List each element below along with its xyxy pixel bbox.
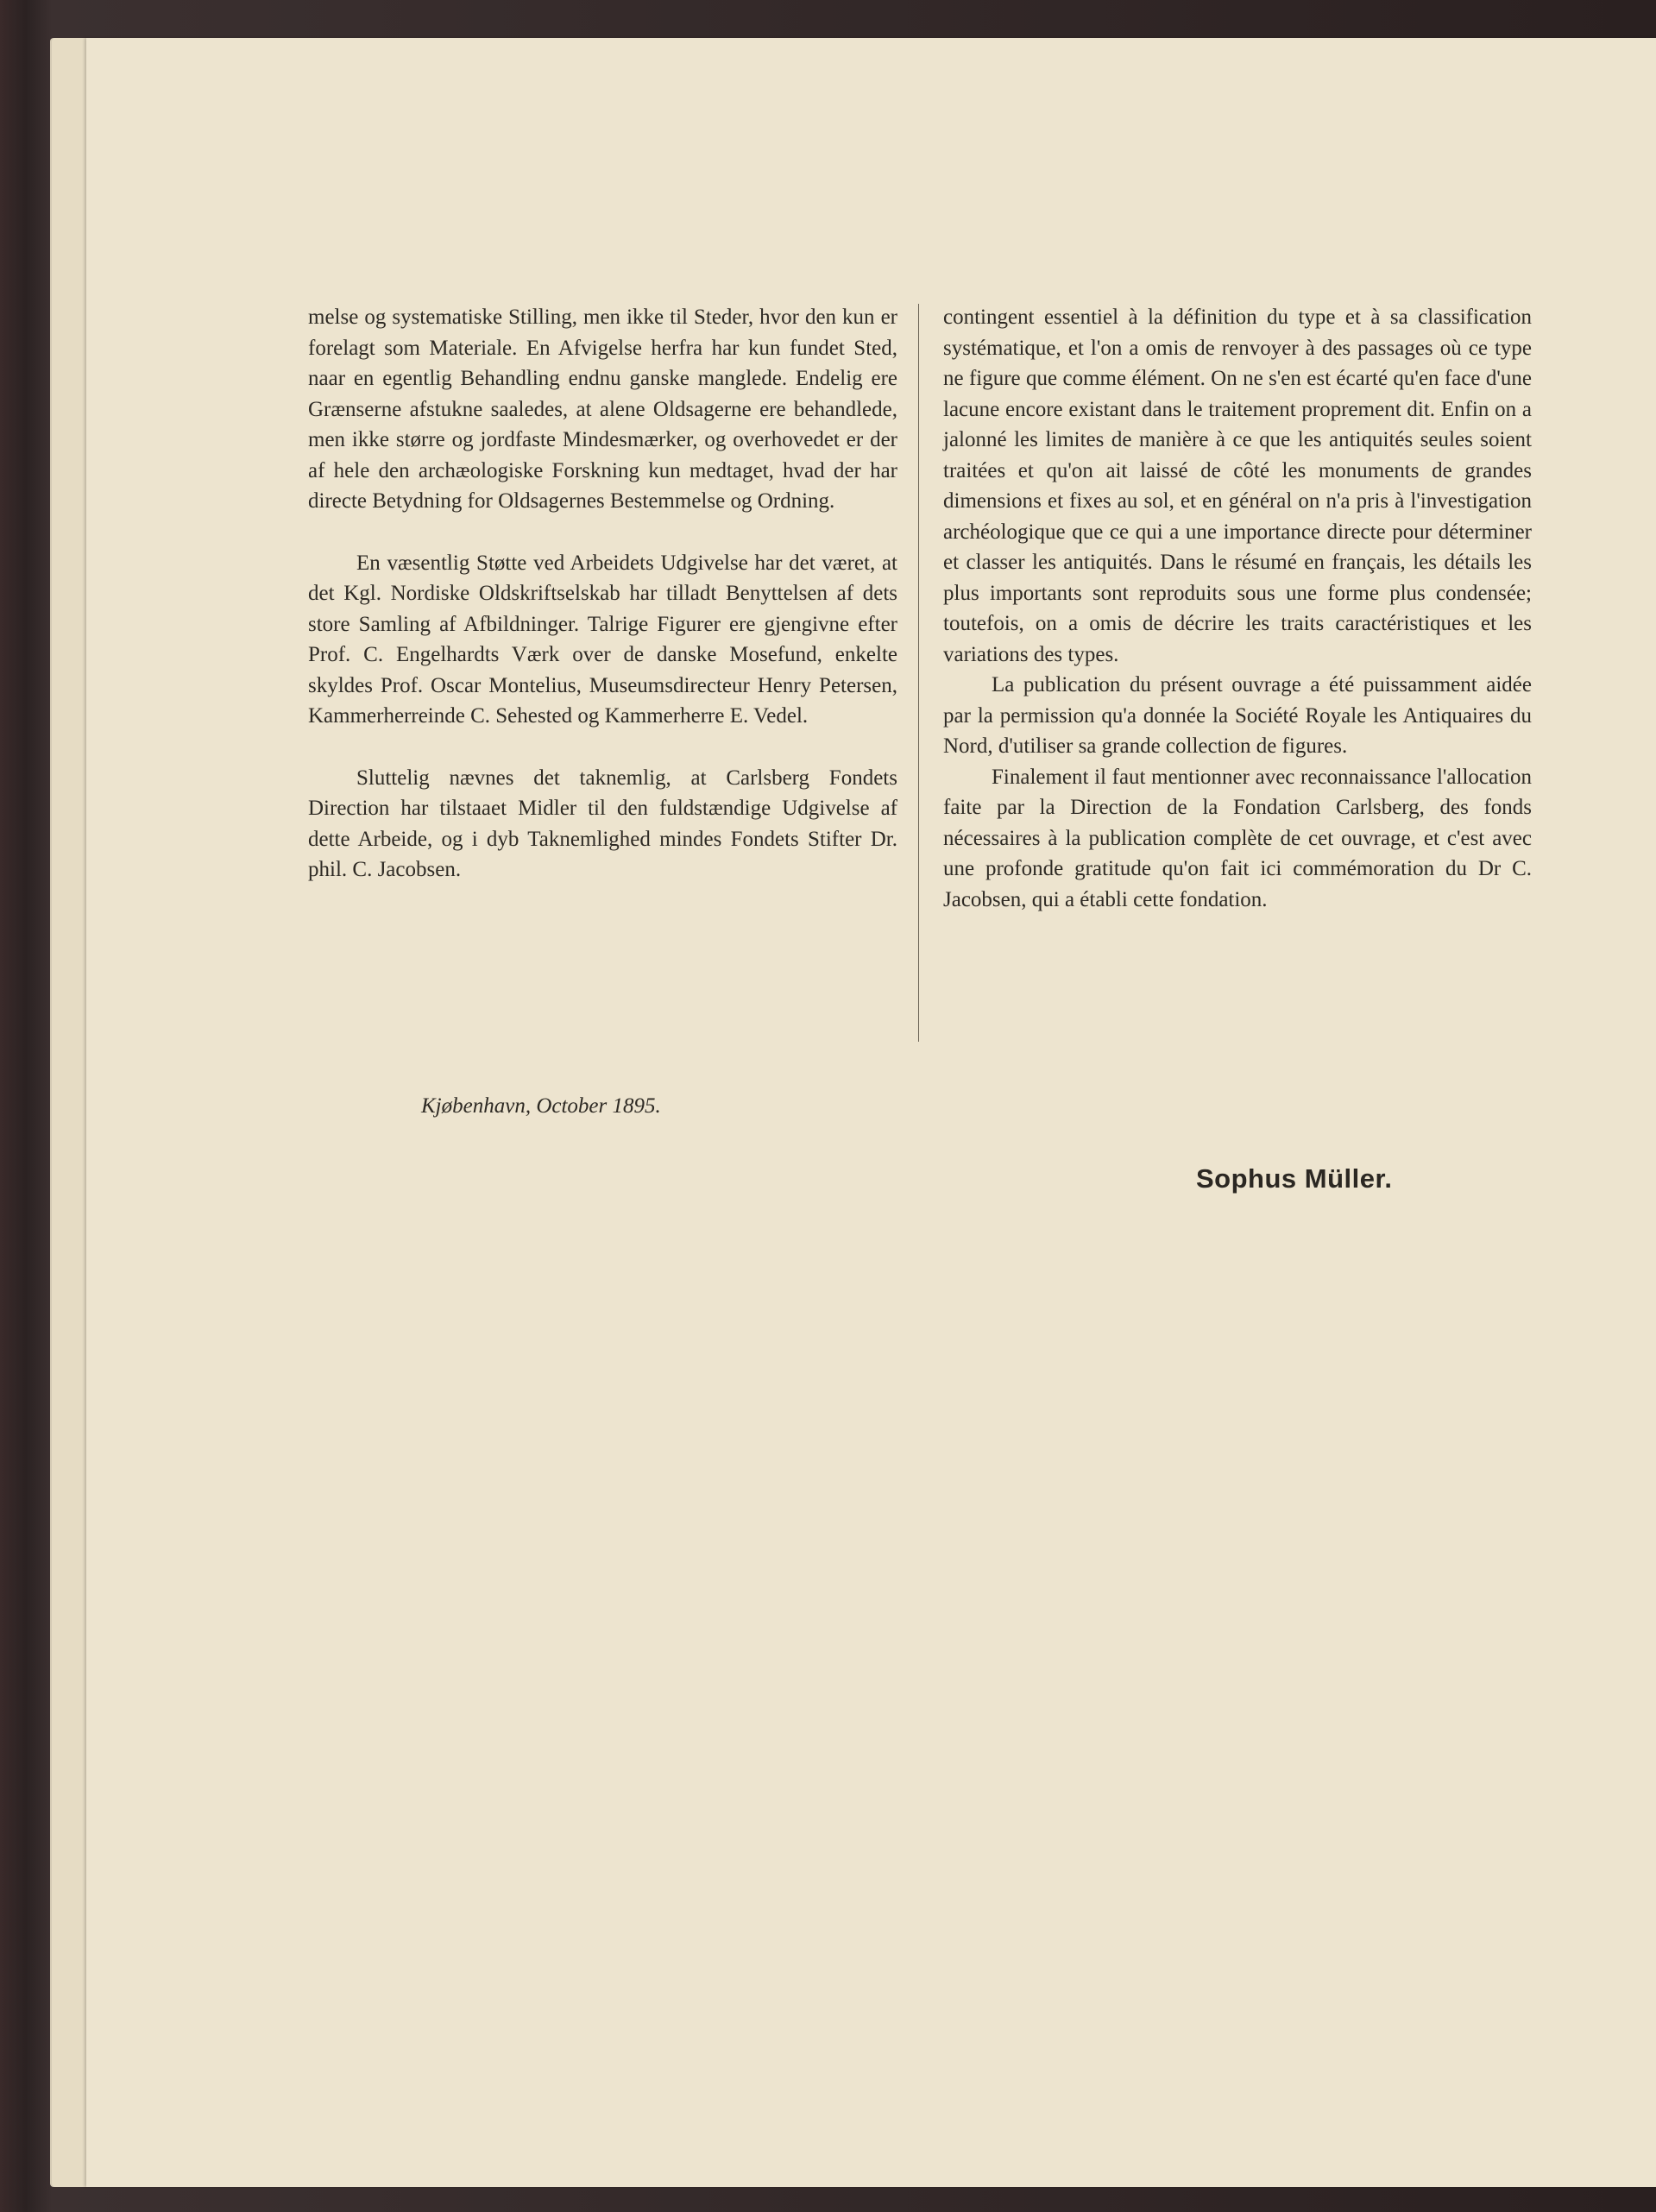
danish-paragraph-1: melse og systematiske Stilling, men ikke til Steder, hvor den kun er forelagt som Materiale. En Afvigelse herfra har kun fundet Sted, naar en egentlig Behandling endnu ganske manglede. Endelig ere Grænserne afstukne saaledes, at alene Oldsagerne ere behandlede, men ikke større og jordfaste Mindesmærker, og overhovedet er der af hele den archæologiske Forskning kun medtaget, hvad der har directe Betydning for Oldsagernes Bestemmelse og Ordning. xyxy=(308,306,897,513)
danish-text-column xyxy=(308,302,897,885)
french-paragraph-3: Finalement il faut mentionner avec reconnaissance l'allocation faite par la Direction de la Fondation Carlsberg, des fonds nécessaires à la publication complète de cet ouvrage, et c'est avec une profonde gratitude qu'on fait ici commémoration du Dr C. Jacobsen, qui a établi cette fondation. xyxy=(943,765,1532,911)
french-paragraph-2: La publication du présent ouvrage a été puissamment aidée par la permission qu'a donnée la Société Royale les Antiquaires du Nord, d'utiliser sa grande collection de figures. xyxy=(943,673,1532,758)
danish-paragraph-2: En væsentlig Støtte ved Arbeidets Udgivelse har det været, at det Kgl. Nordiske Oldskriftselskab har tilladt Benyttelsen af dets store Samling af Afbildninger. Talrige Figurer ere gjengivne efter Prof. C. Engelhardts Værk over de danske Mosefund, enkelte skyldes Prof. Oscar Montelius, Museumsdirecteur Henry Petersen, Kammerherreinde C. Sehested og Kammerherre E. Vedel. xyxy=(308,551,897,728)
place-date-line: Kjøbenhavn, October 1895. xyxy=(421,1094,661,1118)
french-text-column xyxy=(943,302,1532,915)
danish-paragraph-3: Sluttelig nævnes det taknemlig, at Carlsberg Fondets Direction har tilstaaet Midler til den fuldstændige Udgivelse af dette Arbeide, og i dyb Taknemlighed mindes Fondets Stifter Dr. phil. C. Jacobsen. xyxy=(308,766,897,881)
french-paragraph-1: contingent essentiel à la définition du type et à sa classification systématique, et l'on a omis de renvoyer à des passages où ce type ne figure que comme élément. On ne s'en est écarté qu'en face d'une lacune encore existant dans le traitement proprement dit. Enfin on a jalonné les limites de manière à ce que les antiquités seules soient traitées et qu'on ait laissé de côté les monuments de grandes dimensions et fixes au sol, et en général on n'a pris à l'investigation archéologique que ce qui a une importance directe pour déterminer et classer les antiquités. Dans le résumé en français, les détails les plus importants sont reproduits sous une forme plus condensée; toutefois, on a omis de décrire les traits caractéristiques et les variations des types. xyxy=(943,306,1532,666)
column-divider xyxy=(918,304,919,1042)
author-signature: Sophus Müller. xyxy=(1196,1163,1393,1194)
